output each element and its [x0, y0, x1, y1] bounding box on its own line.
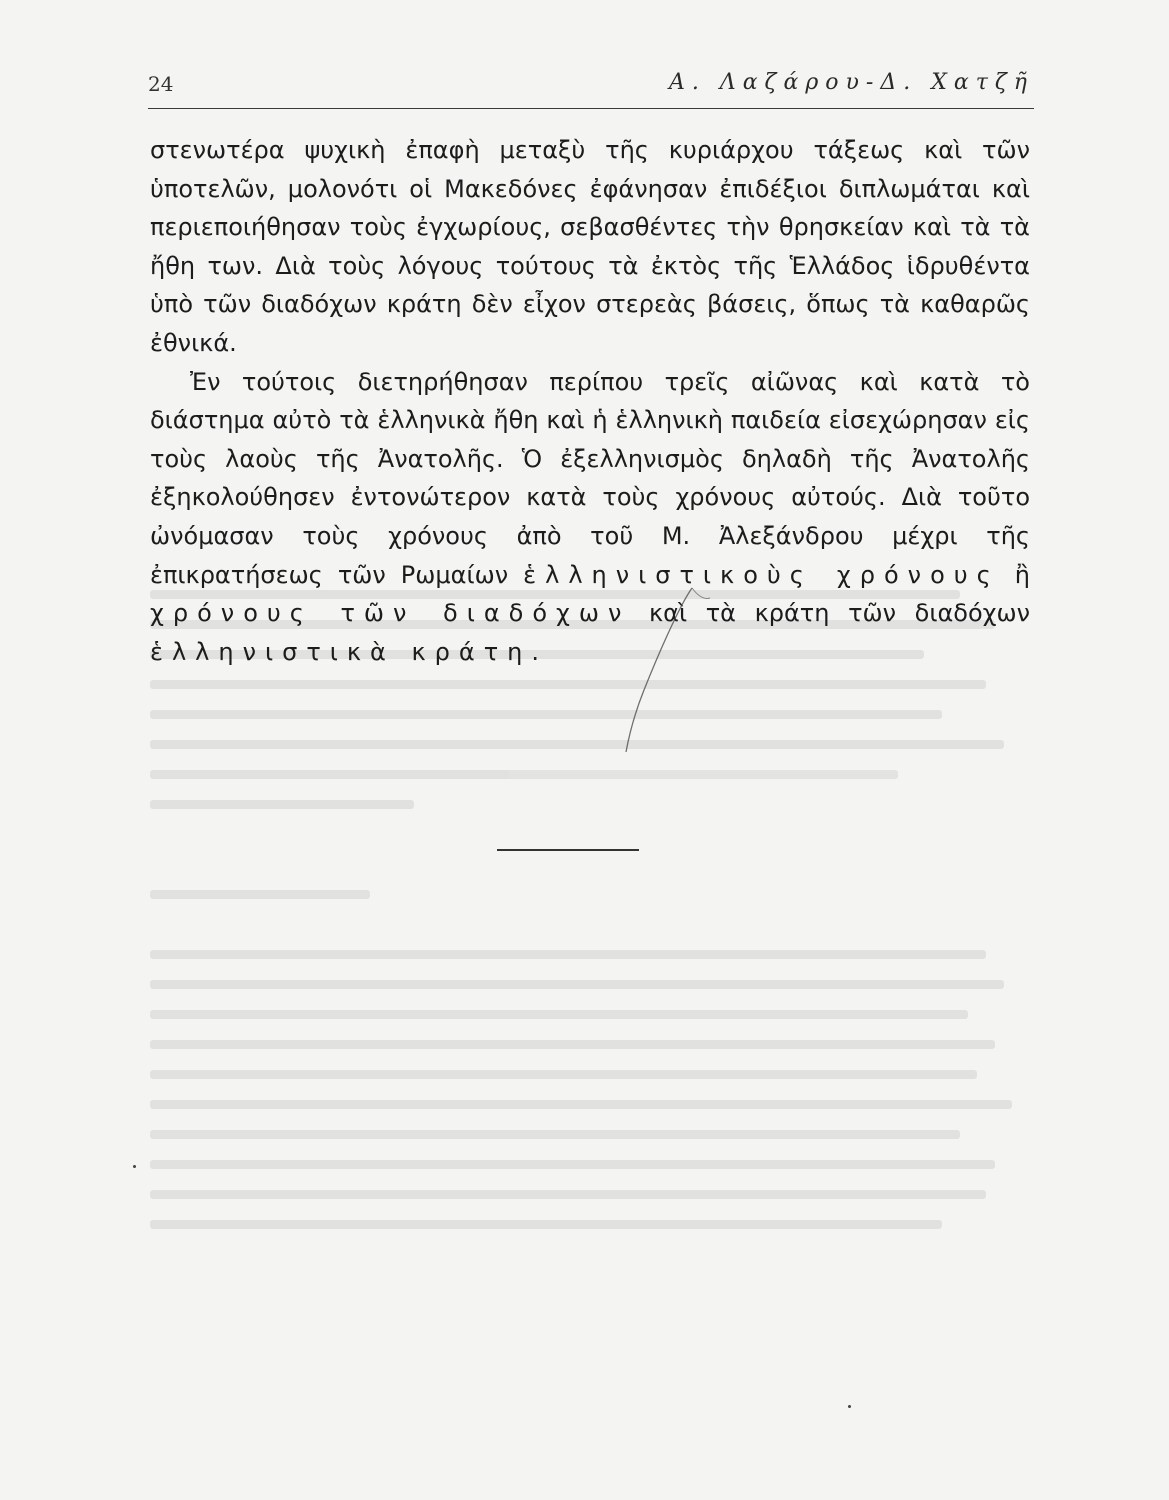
term-hellenistic-times: ἑλληνιστικοὺς χρόνους — [523, 560, 1000, 589]
page-header — [148, 68, 1034, 109]
paragraph-2-text: Ἐν τούτοις διετηρήθησαν περίπου τρεῖς αἰῶνας καὶ κατὰ τὸ διάστημα αὐτὸ τὰ ἑλληνικὰ ἤθη καὶ ἡ ἑλληνικὴ παιδεία εἰσεχώρησαν εἰς τοὺς λαοὺς τῆς Ἀνατολῆς. Ὁ ἐξελληνισμὸς δηλαδὴ τῆς Ἀνατολῆς ἐξηκολούθησεν ἐντονώτερον κατὰ τοὺς χρόνους αὐτούς. Διὰ τοῦτο ὠνόμασαν τοὺς χρόνους ἀπὸ τοῦ Μ. Ἀλεξάνδρου μέχρι τῆς ἐπικρατήσεως τῶν Ρωμαίων — [150, 367, 1030, 589]
paragraph-2 — [150, 363, 1030, 672]
paragraph-1: στενωτέρα ψυχικὴ ἐπαφὴ μεταξὺ τῆς κυριάρχου τάξεως καὶ τῶν ὑποτελῶν, μολονότι οἱ Μακεδόνες ἐφάνησαν ἐπιδέξιοι διπλωμάται καὶ περιεποιήθησαν τοὺς ἐγχωρίους, σεβασθέντες τὴν θρησκείαν καὶ τὰ τὰ ἤθη των. Διὰ τοὺς λόγους τούτους τὰ ἐκτὸς τῆς Ἑλλάδος ἱδρυθέντα ὑπὸ τῶν διαδόχων κράτη δὲν εἶχον στερεὰς βάσεις, ὅπως τὰ καθαρῶς ἐθνικά. — [150, 136, 1030, 357]
term-hellenistic-states: ἑλληνιστικὰ κράτη — [150, 637, 532, 666]
paper-speck — [133, 1165, 136, 1168]
pen-stroke-mark — [600, 570, 720, 770]
page-number: 24 — [148, 72, 174, 96]
connector-or: ἢ — [999, 560, 1031, 589]
paper-speck — [848, 1405, 851, 1408]
final-period: . — [531, 637, 539, 666]
running-head-authors: Α. Λαζάρου-Δ. Χατζῆ — [668, 70, 1034, 95]
bleed-through-texture — [150, 590, 1030, 1290]
term-times-of-successors: χρόνους τῶν διαδόχων — [150, 599, 631, 628]
body-text — [150, 131, 1030, 671]
section-divider-rule — [497, 849, 639, 851]
connector-and-states: καὶ τὰ κράτη τῶν διαδόχων — [630, 599, 1030, 628]
